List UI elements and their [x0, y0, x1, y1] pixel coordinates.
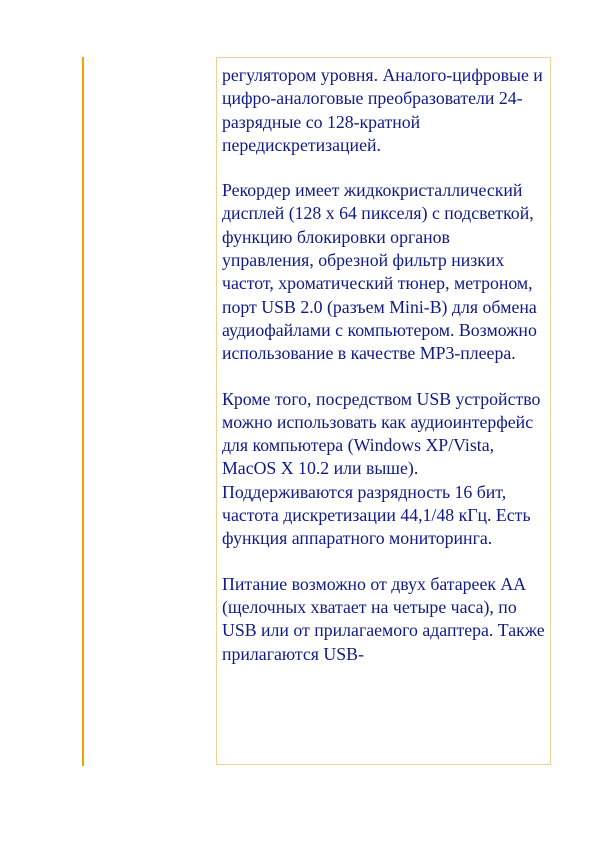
paragraph-usb-interface: Кроме того, посредством USB устройство можно использовать как аудиоинтерфейс для компьютера (Windows XP/Vista, MacOS X 10.2 или выше). Поддерживаются разрядность 16 бит, частота дискретизации 44,1/48 кГц. Есть функция аппаратного мониторинга. — [222, 388, 541, 549]
paragraph-power: Питание возможно от двух батареек AA (щелочных хватает на четыре часа), по USB или от прилагаемого адаптера. Также прилагаются USB- — [222, 573, 545, 664]
paragraph-recorder-features: Рекордер имеет жидкокристаллический дисплей (128 x 64 пикселя) с подсветкой, функцию блокировки органов управления, обрезной фильтр низких частот, хроматический тюнер, метроном, порт USB 2.0 (разъем Mini-B) для обмена аудиофайлами с компьютером. Возможно использование в качестве MP3-плеера. — [222, 180, 537, 364]
text-frame — [216, 57, 551, 765]
paragraph-converters: регулятором уровня. Аналого-цифровые и цифро-аналоговые преобразователи 24-разрядные со 128-кратной передискретизацией. — [222, 65, 543, 155]
accent-divider-line — [82, 57, 84, 766]
